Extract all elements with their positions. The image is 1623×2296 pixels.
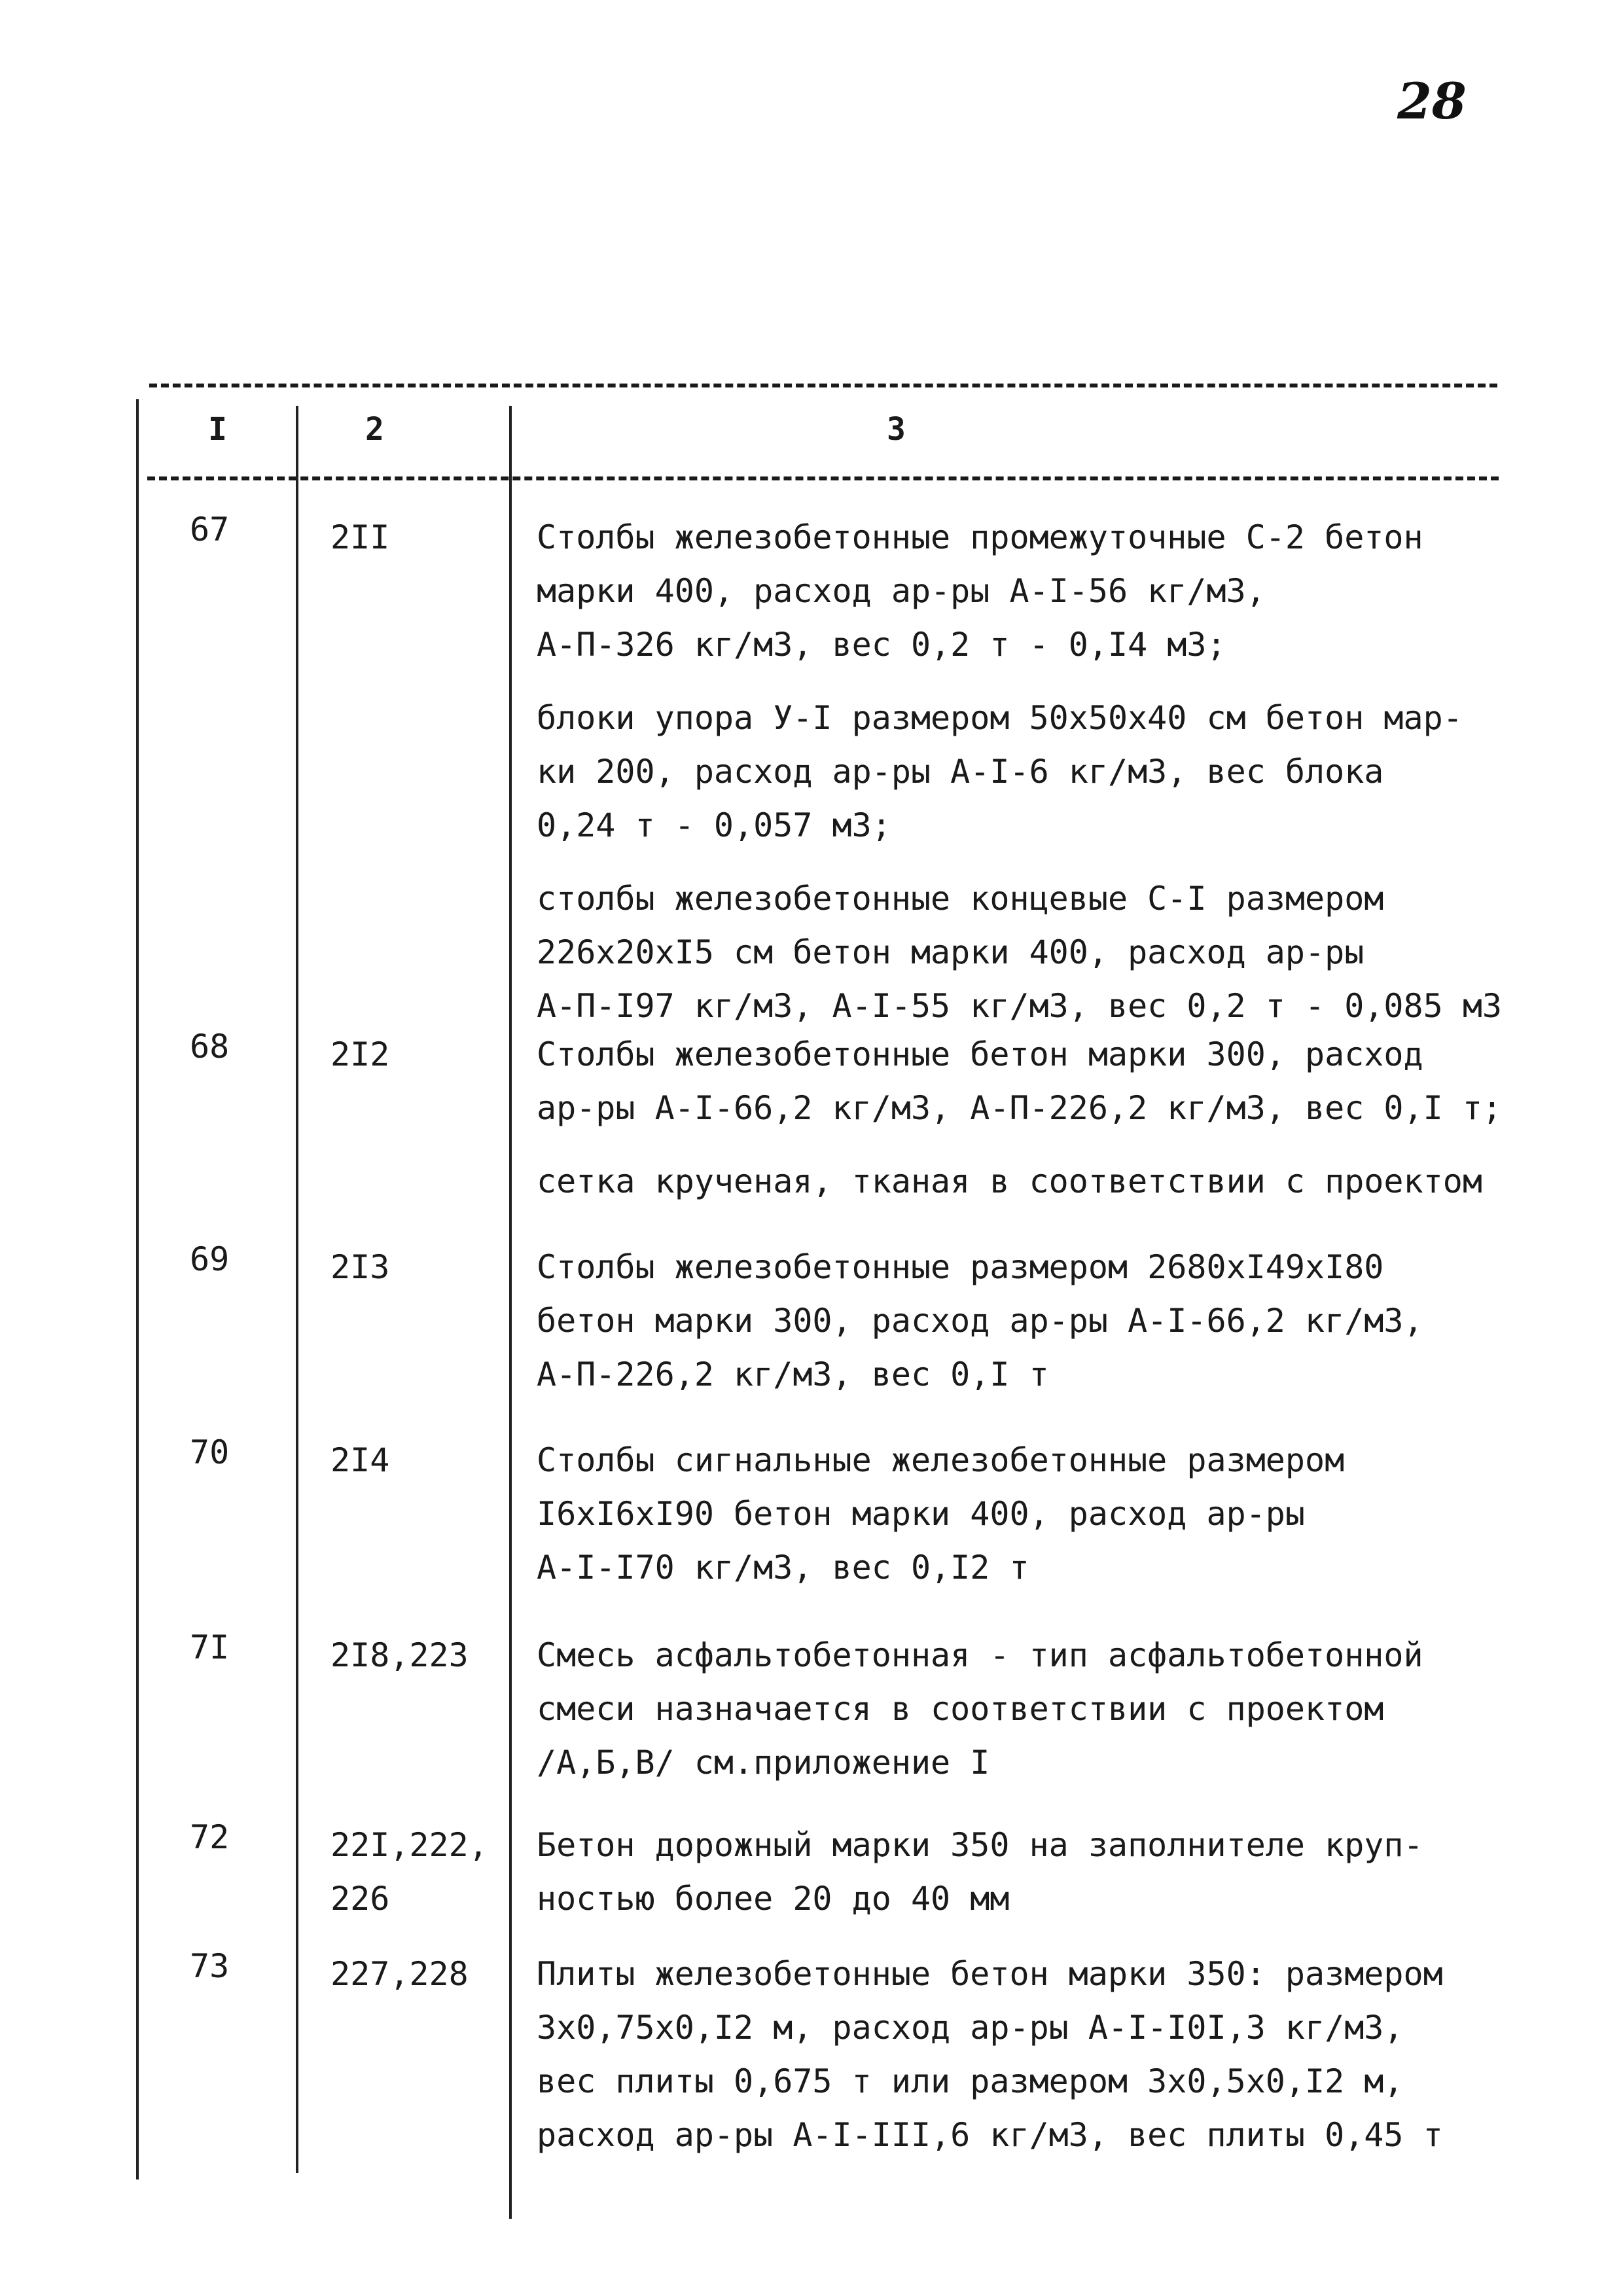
header-col-1: I: [208, 411, 227, 448]
description-line: А-I-I70 кг/м3, вес 0,I2 т: [537, 1549, 1029, 1587]
description-line: ностью более 20 до 40 мм: [537, 1880, 1010, 1918]
description-paragraph: [537, 1947, 1531, 2162]
description-line: 226х20хI5 см бетон марки 400, расход ар-ры: [537, 933, 1364, 971]
table-top-rule: [149, 384, 1497, 387]
row-ref: 227,228: [330, 1955, 469, 1993]
row-ref: 2I4: [330, 1441, 390, 1479]
row-description: [537, 1028, 1531, 1208]
description-paragraph: [537, 511, 1531, 672]
description-line: ки 200, расход ар-ры А-I-6 кг/м3, вес блока: [537, 753, 1384, 791]
description-line: ар-ры А-I-66,2 кг/м3, А-П-226,2 кг/м3, вес 0,I т;: [537, 1089, 1503, 1127]
description-line: /А,Б,В/ см.приложение I: [537, 1744, 990, 1782]
row-description: [537, 1947, 1531, 2162]
row-description: [537, 1240, 1531, 1401]
description-line: Бетон дорожный марки 350 на заполнителе круп-: [537, 1826, 1423, 1864]
row-refs: [330, 1947, 469, 2001]
row-ref: 2II: [330, 518, 390, 556]
row-number: 67: [190, 511, 230, 548]
description-line: блоки упора У-I размером 50х50х40 см бетон мар-: [537, 699, 1463, 737]
row-refs: [330, 1433, 389, 1487]
description-line: столбы железобетонные концевые С-I размером: [537, 880, 1384, 918]
row-refs: [330, 1028, 389, 1081]
description-paragraph: [537, 1433, 1531, 1594]
description-paragraph: [537, 691, 1531, 852]
description-paragraph: [537, 1818, 1531, 1926]
description-line: I6хI6хI90 бетон марки 400, расход ар-ры: [537, 1495, 1305, 1533]
header-bottom-rule: [147, 476, 1499, 480]
header-col-3: 3: [887, 411, 906, 448]
row-ref: 2I3: [330, 1248, 390, 1286]
description-paragraph: [537, 872, 1531, 1033]
description-paragraph: [537, 1028, 1531, 1135]
row-description: [537, 1818, 1531, 1926]
description-paragraph: [537, 1240, 1531, 1401]
row-refs: [330, 1628, 469, 1682]
row-number: 68: [190, 1028, 230, 1066]
row-description: [537, 1628, 1531, 1789]
row-number: 7I: [190, 1628, 230, 1666]
description-line: бетон марки 300, расход ар-ры А-I-66,2 кг/м3,: [537, 1302, 1423, 1340]
row-ref: 2I8,223: [330, 1636, 469, 1674]
description-line: вес плиты 0,675 т или размером 3х0,5х0,I2 м,: [537, 2062, 1404, 2100]
description-line: 0,24 т - 0,057 м3;: [537, 806, 891, 844]
description-line: А-П-326 кг/м3, вес 0,2 т - 0,I4 м3;: [537, 626, 1226, 664]
header-col-2: 2: [365, 411, 384, 448]
description-line: Столбы железобетонные бетон марки 300, расход: [537, 1035, 1423, 1073]
row-ref: 226: [330, 1880, 390, 1918]
row-description: [537, 511, 1531, 1033]
column-divider-middle: [296, 406, 298, 2173]
row-number: 69: [190, 1240, 230, 1278]
description-line: Плиты железобетонные бетон марки 350: размером: [537, 1955, 1443, 1993]
row-refs: [330, 1818, 488, 1926]
description-line: 3х0,75х0,I2 м, расход ар-ры А-I-I0I,3 кг/м3,: [537, 2009, 1404, 2047]
description-line: А-П-226,2 кг/м3, вес 0,I т: [537, 1355, 1049, 1393]
row-refs: [330, 1240, 389, 1294]
description-line: марки 400, расход ар-ры А-I-56 кг/м3,: [537, 572, 1266, 610]
row-description: [537, 1433, 1531, 1594]
page-number: 28: [1397, 72, 1467, 130]
description-line: смеси назначается в соответствии с проектом: [537, 1690, 1384, 1728]
description-line: Столбы сигнальные железобетонные размером: [537, 1441, 1345, 1479]
row-number: 72: [190, 1818, 230, 1856]
description-line: А-П-I97 кг/м3, А-I-55 кг/м3, вес 0,2 т - 0,085 м3: [537, 987, 1503, 1025]
description-line: расход ар-ры А-I-III,6 кг/м3, вес плиты 0,45 т: [537, 2116, 1443, 2154]
row-number: 73: [190, 1947, 230, 1985]
column-divider-right: [509, 406, 512, 2219]
description-paragraph: [537, 1155, 1531, 1208]
description-line: Столбы железобетонные размером 2680хI49хI80: [537, 1248, 1384, 1286]
row-ref: 2I2: [330, 1035, 390, 1073]
description-line: Столбы железобетонные промежуточные С-2 бетон: [537, 518, 1423, 556]
row-refs: [330, 511, 389, 564]
row-number: 70: [190, 1433, 230, 1471]
description-paragraph: [537, 1628, 1531, 1789]
description-line: сетка крученая, тканая в соответствии с проектом: [537, 1162, 1482, 1200]
column-divider-left: [136, 399, 139, 2179]
row-ref: 22I,222,: [330, 1826, 488, 1864]
description-line: Смесь асфальтобетонная - тип асфальтобетонной: [537, 1636, 1423, 1674]
